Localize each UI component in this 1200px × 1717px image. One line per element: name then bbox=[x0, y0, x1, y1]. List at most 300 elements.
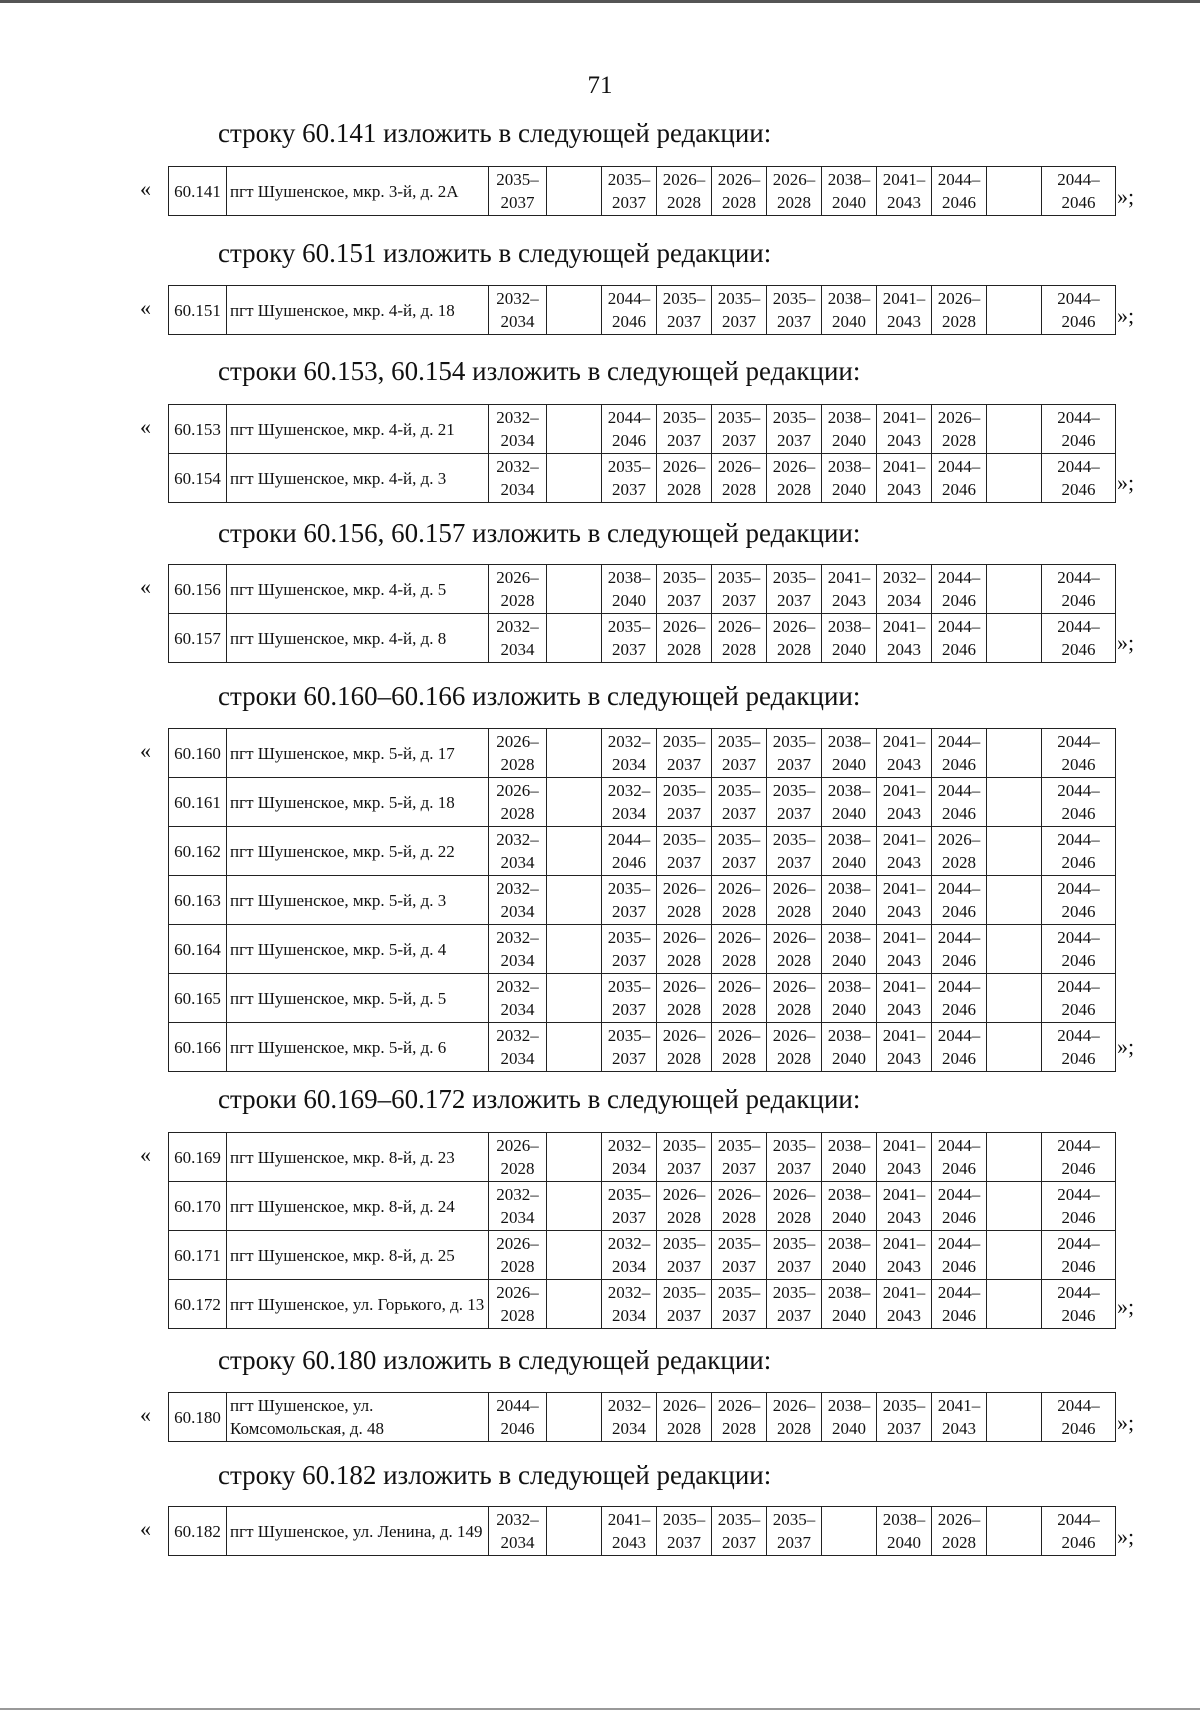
row-number: 60.172 bbox=[169, 1280, 227, 1329]
period-start: 2038– bbox=[827, 457, 871, 476]
bottom-rule bbox=[0, 1708, 1200, 1710]
table-row bbox=[169, 1133, 1116, 1182]
period-end: 2046 bbox=[942, 591, 976, 610]
period-cell bbox=[767, 876, 822, 925]
period-start: 2026– bbox=[717, 977, 761, 996]
close-quote: »; bbox=[1117, 303, 1135, 328]
period-end: 2046 bbox=[1061, 951, 1096, 970]
period-end: 2028 bbox=[777, 193, 811, 212]
period-end: 2046 bbox=[612, 431, 646, 450]
period-start: 2035– bbox=[662, 408, 706, 427]
table-row bbox=[169, 1280, 1116, 1329]
period-start: 2044– bbox=[937, 781, 981, 800]
period-start: 2026– bbox=[662, 457, 706, 476]
period-start: 2026– bbox=[717, 617, 761, 636]
period-start: 2035– bbox=[717, 568, 761, 587]
period-cell bbox=[932, 1507, 987, 1556]
period-start: 2038– bbox=[827, 170, 871, 189]
period-end: 2028 bbox=[500, 755, 535, 774]
period-cell bbox=[1042, 778, 1116, 827]
period-end: 2037 bbox=[667, 1159, 701, 1178]
period-end: 2043 bbox=[887, 431, 921, 450]
period-end: 2028 bbox=[942, 431, 976, 450]
period-end: 2040 bbox=[832, 1159, 866, 1178]
period-end: 2037 bbox=[777, 312, 811, 331]
period-end: 2034 bbox=[500, 640, 535, 659]
close-quote: »; bbox=[1117, 1034, 1135, 1059]
section-heading: строки 60.153, 60.154 изложить в следующей редакции: bbox=[218, 356, 861, 386]
period-start: 2035– bbox=[662, 1510, 706, 1529]
period-cell bbox=[1042, 876, 1116, 925]
period-start: 2026– bbox=[772, 170, 816, 189]
close-quote: »; bbox=[1117, 1294, 1135, 1319]
period-end: 2028 bbox=[500, 804, 535, 823]
period-start: 2038– bbox=[827, 617, 871, 636]
period-cell bbox=[932, 1393, 987, 1442]
period-cell bbox=[987, 778, 1042, 827]
period-cell bbox=[1042, 1182, 1116, 1231]
period-end: 2043 bbox=[887, 951, 921, 970]
period-start: 2044– bbox=[1057, 617, 1100, 636]
period-cell bbox=[602, 1023, 657, 1072]
period-cell bbox=[657, 1231, 712, 1280]
period-cell bbox=[767, 565, 822, 614]
period-end: 2028 bbox=[942, 312, 976, 331]
address-cell: пгт Шушенское, мкр. 5-й, д. 3 bbox=[227, 876, 489, 925]
period-cell bbox=[822, 1280, 877, 1329]
period-cell bbox=[767, 1133, 822, 1182]
period-cell bbox=[547, 454, 602, 503]
period-cell bbox=[547, 778, 602, 827]
address-cell: пгт Шушенское, мкр. 4-й, д. 8 bbox=[227, 614, 489, 663]
period-end: 2046 bbox=[1061, 1000, 1096, 1019]
period-end: 2037 bbox=[722, 804, 756, 823]
period-cell bbox=[822, 925, 877, 974]
period-end: 2037 bbox=[722, 1533, 756, 1552]
period-end: 2037 bbox=[722, 312, 756, 331]
period-cell bbox=[602, 778, 657, 827]
table-row bbox=[169, 1023, 1116, 1072]
period-cell bbox=[767, 974, 822, 1023]
period-end: 2037 bbox=[612, 902, 646, 921]
period-cell bbox=[547, 1133, 602, 1182]
period-cell bbox=[932, 925, 987, 974]
period-cell bbox=[657, 1507, 712, 1556]
period-start: 2032– bbox=[607, 1396, 651, 1415]
period-cell bbox=[767, 286, 822, 335]
period-cell bbox=[987, 167, 1042, 216]
period-end: 2046 bbox=[942, 1257, 976, 1276]
period-cell bbox=[987, 405, 1042, 454]
period-cell bbox=[987, 1507, 1042, 1556]
table-row bbox=[169, 1182, 1116, 1231]
period-start: 2026– bbox=[772, 1026, 816, 1045]
period-end: 2040 bbox=[887, 1533, 921, 1552]
period-end: 2034 bbox=[500, 1533, 535, 1552]
period-end: 2028 bbox=[500, 591, 535, 610]
section-table bbox=[168, 166, 1116, 216]
period-cell bbox=[932, 876, 987, 925]
period-cell bbox=[602, 454, 657, 503]
period-end: 2040 bbox=[832, 1419, 866, 1438]
period-start: 2041– bbox=[827, 568, 871, 587]
section-table bbox=[168, 404, 1116, 503]
period-cell bbox=[712, 1023, 767, 1072]
period-end: 2037 bbox=[500, 193, 535, 212]
period-cell bbox=[987, 454, 1042, 503]
period-start: 2035– bbox=[607, 879, 651, 898]
period-start: 2038– bbox=[827, 732, 871, 751]
open-quote: « bbox=[140, 414, 151, 439]
table-row bbox=[169, 454, 1116, 503]
period-start: 2038– bbox=[827, 781, 871, 800]
period-cell bbox=[1042, 1231, 1116, 1280]
period-cell bbox=[822, 1133, 877, 1182]
period-end: 2034 bbox=[612, 1306, 646, 1325]
period-cell bbox=[712, 286, 767, 335]
period-end: 2034 bbox=[500, 853, 535, 872]
period-start: 2035– bbox=[772, 1136, 816, 1155]
period-end: 2043 bbox=[887, 640, 921, 659]
table-row bbox=[169, 614, 1116, 663]
row-number: 60.170 bbox=[169, 1182, 227, 1231]
period-cell bbox=[602, 614, 657, 663]
period-cell bbox=[657, 614, 712, 663]
period-end: 2040 bbox=[832, 1208, 866, 1227]
period-end: 2028 bbox=[667, 1208, 701, 1227]
period-start: 2026– bbox=[772, 879, 816, 898]
period-start: 2044– bbox=[937, 1234, 981, 1253]
period-cell bbox=[1042, 1023, 1116, 1072]
period-start: 2035– bbox=[662, 1283, 706, 1302]
address-cell: пгт Шушенское, мкр. 4-й, д. 3 bbox=[227, 454, 489, 503]
period-end: 2028 bbox=[722, 1208, 756, 1227]
period-start: 2035– bbox=[662, 289, 706, 308]
period-end: 2043 bbox=[942, 1419, 976, 1438]
period-start: 2044– bbox=[1057, 1136, 1100, 1155]
period-cell bbox=[547, 974, 602, 1023]
period-cell bbox=[822, 1023, 877, 1072]
period-cell bbox=[489, 167, 547, 216]
period-start: 2026– bbox=[772, 457, 816, 476]
period-end: 2046 bbox=[1061, 1419, 1096, 1438]
period-start: 2044– bbox=[607, 408, 651, 427]
period-cell bbox=[489, 1182, 547, 1231]
period-start: 2026– bbox=[772, 928, 816, 947]
period-cell bbox=[547, 827, 602, 876]
period-start: 2026– bbox=[662, 879, 706, 898]
period-cell bbox=[822, 286, 877, 335]
row-number: 60.157 bbox=[169, 614, 227, 663]
period-start: 2035– bbox=[607, 617, 651, 636]
period-cell bbox=[1042, 974, 1116, 1023]
period-end: 2037 bbox=[612, 951, 646, 970]
period-start: 2035– bbox=[882, 1396, 926, 1415]
period-cell bbox=[547, 1182, 602, 1231]
period-cell bbox=[547, 1023, 602, 1072]
period-cell bbox=[932, 1231, 987, 1280]
section-table bbox=[168, 1392, 1116, 1442]
period-cell bbox=[657, 827, 712, 876]
period-end: 2043 bbox=[887, 1000, 921, 1019]
period-start: 2035– bbox=[772, 1510, 816, 1529]
period-cell bbox=[877, 729, 932, 778]
period-cell bbox=[489, 405, 547, 454]
period-cell bbox=[822, 167, 877, 216]
period-start: 2026– bbox=[662, 1026, 706, 1045]
period-cell bbox=[822, 827, 877, 876]
period-start: 2035– bbox=[662, 1136, 706, 1155]
period-cell bbox=[987, 565, 1042, 614]
period-cell bbox=[767, 405, 822, 454]
period-cell bbox=[712, 974, 767, 1023]
period-cell bbox=[1042, 729, 1116, 778]
period-end: 2040 bbox=[832, 951, 866, 970]
open-quote: « bbox=[140, 1142, 151, 1167]
period-cell bbox=[767, 729, 822, 778]
period-cell bbox=[877, 1280, 932, 1329]
period-cell bbox=[489, 1393, 547, 1442]
period-end: 2037 bbox=[722, 853, 756, 872]
period-start: 2032– bbox=[496, 1185, 539, 1204]
period-cell bbox=[1042, 1507, 1116, 1556]
section-heading: строку 60.151 изложить в следующей редакции: bbox=[218, 238, 772, 268]
period-start: 2035– bbox=[717, 1234, 761, 1253]
table-row bbox=[169, 778, 1116, 827]
period-cell bbox=[822, 876, 877, 925]
period-cell bbox=[602, 565, 657, 614]
period-start: 2041– bbox=[882, 170, 926, 189]
table-row bbox=[169, 876, 1116, 925]
period-end: 2028 bbox=[942, 853, 976, 872]
period-end: 2046 bbox=[942, 1159, 976, 1178]
period-cell bbox=[877, 614, 932, 663]
period-end: 2028 bbox=[777, 951, 811, 970]
period-end: 2028 bbox=[777, 640, 811, 659]
period-start: 2044– bbox=[607, 289, 651, 308]
table-row bbox=[169, 286, 1116, 335]
period-cell bbox=[932, 405, 987, 454]
section-table bbox=[168, 1132, 1116, 1329]
period-end: 2040 bbox=[832, 755, 866, 774]
table-row bbox=[169, 827, 1116, 876]
row-number: 60.153 bbox=[169, 405, 227, 454]
period-end: 2043 bbox=[887, 312, 921, 331]
period-cell bbox=[767, 827, 822, 876]
period-end: 2037 bbox=[667, 755, 701, 774]
period-end: 2037 bbox=[887, 1419, 921, 1438]
period-end: 2034 bbox=[500, 951, 535, 970]
period-cell bbox=[932, 778, 987, 827]
period-end: 2028 bbox=[667, 480, 701, 499]
period-cell bbox=[547, 1280, 602, 1329]
period-cell bbox=[767, 454, 822, 503]
period-start: 2044– bbox=[1057, 568, 1100, 587]
period-start: 2038– bbox=[827, 977, 871, 996]
period-end: 2037 bbox=[722, 1257, 756, 1276]
period-end: 2037 bbox=[777, 1159, 811, 1178]
period-start: 2041– bbox=[882, 977, 926, 996]
period-cell bbox=[712, 1280, 767, 1329]
section-table bbox=[168, 564, 1116, 663]
period-end: 2040 bbox=[832, 312, 866, 331]
period-end: 2037 bbox=[667, 804, 701, 823]
period-end: 2034 bbox=[887, 591, 921, 610]
period-end: 2034 bbox=[500, 431, 535, 450]
period-cell bbox=[1042, 1133, 1116, 1182]
period-end: 2037 bbox=[667, 1533, 701, 1552]
period-cell bbox=[712, 1182, 767, 1231]
period-cell bbox=[987, 827, 1042, 876]
period-start: 2026– bbox=[717, 928, 761, 947]
period-start: 2035– bbox=[717, 289, 761, 308]
top-rule bbox=[0, 0, 1200, 3]
period-cell bbox=[822, 614, 877, 663]
period-end: 2037 bbox=[722, 755, 756, 774]
period-cell bbox=[877, 286, 932, 335]
open-quote: « bbox=[140, 176, 151, 201]
period-cell bbox=[767, 1393, 822, 1442]
period-start: 2032– bbox=[496, 977, 539, 996]
period-start: 2026– bbox=[496, 732, 539, 751]
period-end: 2046 bbox=[1061, 804, 1096, 823]
period-start: 2041– bbox=[882, 617, 926, 636]
open-quote: « bbox=[140, 1516, 151, 1541]
period-end: 2028 bbox=[777, 1208, 811, 1227]
period-cell bbox=[767, 1280, 822, 1329]
period-cell bbox=[822, 1507, 877, 1556]
period-start: 2041– bbox=[882, 457, 926, 476]
period-cell bbox=[877, 925, 932, 974]
period-start: 2035– bbox=[717, 830, 761, 849]
period-end: 2037 bbox=[612, 640, 646, 659]
period-start: 2041– bbox=[882, 830, 926, 849]
period-cell bbox=[657, 167, 712, 216]
period-start: 2035– bbox=[607, 1026, 651, 1045]
row-number: 60.161 bbox=[169, 778, 227, 827]
period-cell bbox=[712, 454, 767, 503]
period-start: 2044– bbox=[937, 1136, 981, 1155]
period-cell bbox=[822, 405, 877, 454]
period-start: 2038– bbox=[827, 879, 871, 898]
period-cell bbox=[822, 1182, 877, 1231]
period-cell bbox=[602, 1393, 657, 1442]
period-end: 2037 bbox=[777, 853, 811, 872]
row-number: 60.154 bbox=[169, 454, 227, 503]
period-start: 2041– bbox=[607, 1510, 651, 1529]
period-start: 2044– bbox=[1057, 1396, 1100, 1415]
period-end: 2037 bbox=[777, 804, 811, 823]
period-start: 2032– bbox=[496, 617, 539, 636]
period-cell bbox=[547, 614, 602, 663]
period-end: 2046 bbox=[1061, 902, 1096, 921]
period-start: 2038– bbox=[827, 1185, 871, 1204]
period-cell bbox=[602, 925, 657, 974]
section-table bbox=[168, 1506, 1116, 1556]
period-start: 2044– bbox=[1057, 289, 1100, 308]
period-end: 2046 bbox=[1061, 640, 1096, 659]
period-start: 2044– bbox=[937, 1283, 981, 1302]
close-quote: »; bbox=[1117, 630, 1135, 655]
period-cell bbox=[657, 925, 712, 974]
period-cell bbox=[877, 405, 932, 454]
period-cell bbox=[489, 454, 547, 503]
period-cell bbox=[822, 729, 877, 778]
period-cell bbox=[489, 778, 547, 827]
period-start: 2026– bbox=[717, 879, 761, 898]
period-end: 2040 bbox=[612, 591, 646, 610]
period-end: 2043 bbox=[887, 480, 921, 499]
period-cell bbox=[987, 1133, 1042, 1182]
period-start: 2035– bbox=[772, 1283, 816, 1302]
period-start: 2035– bbox=[772, 781, 816, 800]
section-table bbox=[168, 285, 1116, 335]
period-start: 2038– bbox=[827, 1283, 871, 1302]
period-start: 2026– bbox=[772, 1396, 816, 1415]
period-start: 2041– bbox=[882, 732, 926, 751]
section-heading: строки 60.160–60.166 изложить в следующей редакции: bbox=[218, 681, 861, 711]
address-cell: пгт Шушенское, мкр. 8-й, д. 23 bbox=[227, 1133, 489, 1182]
period-start: 2026– bbox=[662, 617, 706, 636]
close-quote: »; bbox=[1117, 184, 1135, 209]
period-end: 2028 bbox=[777, 902, 811, 921]
period-start: 2026– bbox=[937, 408, 981, 427]
period-start: 2035– bbox=[717, 1136, 761, 1155]
period-end: 2034 bbox=[612, 804, 646, 823]
period-start: 2026– bbox=[937, 830, 981, 849]
period-end: 2037 bbox=[777, 1306, 811, 1325]
period-cell bbox=[932, 167, 987, 216]
period-cell bbox=[602, 1507, 657, 1556]
row-number: 60.165 bbox=[169, 974, 227, 1023]
period-start: 2044– bbox=[1057, 408, 1100, 427]
period-cell bbox=[987, 1393, 1042, 1442]
period-start: 2038– bbox=[827, 1234, 871, 1253]
close-quote: »; bbox=[1117, 1524, 1135, 1549]
period-start: 2026– bbox=[717, 457, 761, 476]
period-cell bbox=[602, 827, 657, 876]
period-cell bbox=[712, 1507, 767, 1556]
period-start: 2032– bbox=[607, 1234, 651, 1253]
period-cell bbox=[712, 827, 767, 876]
period-end: 2037 bbox=[667, 312, 701, 331]
period-cell bbox=[489, 614, 547, 663]
period-start: 2041– bbox=[882, 1283, 926, 1302]
period-end: 2046 bbox=[942, 1000, 976, 1019]
table-row bbox=[169, 925, 1116, 974]
row-number: 60.162 bbox=[169, 827, 227, 876]
period-end: 2028 bbox=[722, 951, 756, 970]
period-end: 2043 bbox=[612, 1533, 646, 1552]
period-start: 2038– bbox=[827, 1136, 871, 1155]
period-cell bbox=[657, 729, 712, 778]
period-cell bbox=[489, 974, 547, 1023]
period-cell bbox=[602, 729, 657, 778]
period-end: 2046 bbox=[612, 853, 646, 872]
period-start: 2044– bbox=[1057, 781, 1100, 800]
period-start: 2026– bbox=[662, 1185, 706, 1204]
period-start: 2032– bbox=[882, 568, 926, 587]
period-end: 2046 bbox=[1061, 1208, 1096, 1227]
period-start: 2044– bbox=[937, 1026, 981, 1045]
period-start: 2041– bbox=[882, 408, 926, 427]
period-cell bbox=[767, 167, 822, 216]
period-end: 2028 bbox=[667, 902, 701, 921]
period-cell bbox=[987, 1182, 1042, 1231]
period-cell bbox=[932, 454, 987, 503]
period-cell bbox=[877, 1507, 932, 1556]
period-start: 2026– bbox=[496, 1234, 539, 1253]
